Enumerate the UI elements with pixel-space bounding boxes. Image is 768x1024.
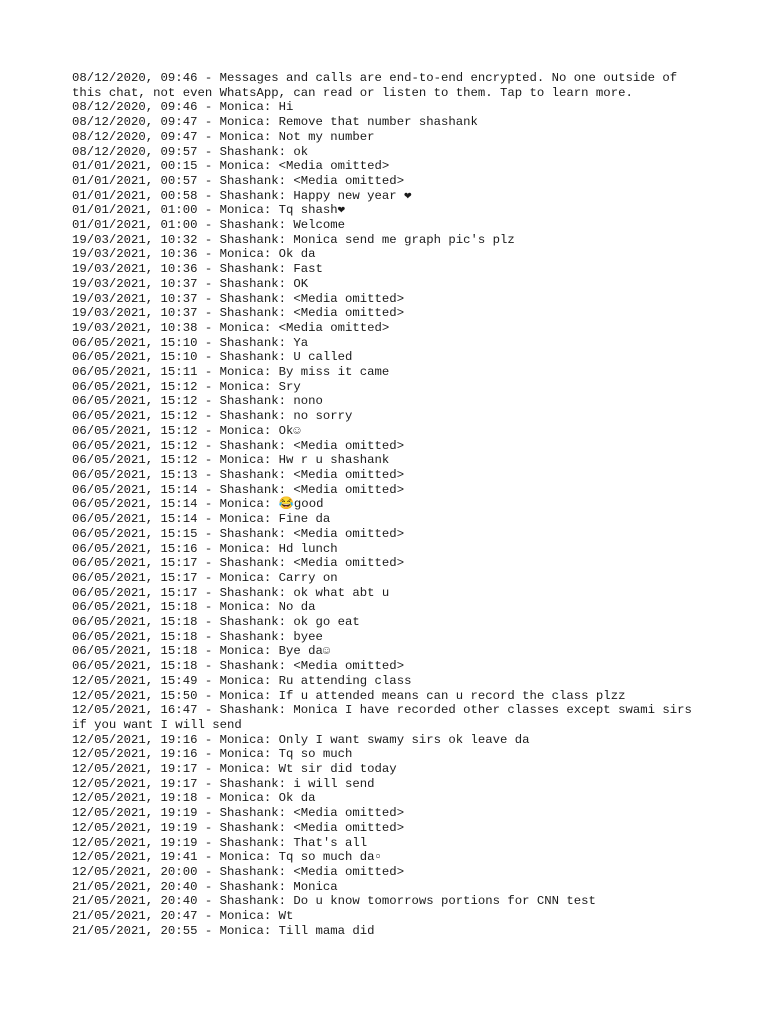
chat-line: 08/12/2020, 09:46 - Messages and calls are end-to-end encrypted. No one outside of this chat, not even WhatsApp, can read or listen to them. Tap to learn more.	[72, 71, 685, 100]
chat-line: 01/01/2021, 00:15 - Monica: <Media omitted>	[72, 159, 390, 174]
chat-line: 06/05/2021, 15:16 - Monica: Hd lunch	[72, 541, 338, 556]
chat-line: 19/03/2021, 10:32 - Shashank: Monica send me graph pic's plz	[72, 232, 515, 247]
chat-line: 21/05/2021, 20:55 - Monica: Till mama did	[72, 923, 375, 938]
chat-line: 08/12/2020, 09:47 - Monica: Not my number	[72, 129, 375, 144]
chat-line: 06/05/2021, 15:17 - Shashank: <Media omitted>	[72, 556, 405, 571]
chat-line: 06/05/2021, 15:11 - Monica: By miss it came	[72, 365, 390, 380]
chat-line: 06/05/2021, 15:10 - Shashank: U called	[72, 350, 353, 365]
chat-line: 12/05/2021, 16:47 - Shashank: Monica I have recorded other classes except swami sirs if you want I will send	[72, 703, 700, 732]
chat-line: 06/05/2021, 15:10 - Shashank: Ya	[72, 335, 309, 350]
chat-line: 12/05/2021, 19:41 - Monica: Tq so much da▫	[72, 850, 382, 865]
chat-line: 21/05/2021, 20:40 - Shashank: Monica	[72, 879, 338, 894]
chat-line: 08/12/2020, 09:46 - Monica: Hi	[72, 100, 294, 115]
chat-line: 06/05/2021, 15:14 - Monica: 😂good	[72, 497, 324, 512]
chat-line: 06/05/2021, 15:12 - Monica: Hw r u shashank	[72, 453, 390, 468]
chat-line: 19/03/2021, 10:37 - Shashank: OK	[72, 276, 309, 291]
chat-transcript	[72, 71, 702, 938]
chat-line: 12/05/2021, 19:19 - Shashank: <Media omitted>	[72, 820, 405, 835]
chat-line: 01/01/2021, 00:57 - Shashank: <Media omitted>	[72, 173, 405, 188]
chat-line: 12/05/2021, 19:18 - Monica: Ok da	[72, 791, 316, 806]
chat-line: 12/05/2021, 19:19 - Shashank: That's all	[72, 835, 368, 850]
chat-line: 06/05/2021, 15:12 - Shashank: no sorry	[72, 409, 353, 424]
chat-line: 06/05/2021, 15:12 - Shashank: nono	[72, 394, 323, 409]
chat-line: 19/03/2021, 10:36 - Monica: Ok da	[72, 247, 316, 262]
chat-line: 12/05/2021, 19:19 - Shashank: <Media omitted>	[72, 806, 405, 821]
chat-line: 06/05/2021, 15:14 - Monica: Fine da	[72, 512, 331, 527]
chat-line: 06/05/2021, 15:12 - Shashank: <Media omitted>	[72, 438, 405, 453]
chat-line: 06/05/2021, 15:14 - Shashank: <Media omitted>	[72, 482, 405, 497]
chat-line: 19/03/2021, 10:36 - Shashank: Fast	[72, 262, 323, 277]
chat-line: 21/05/2021, 20:47 - Monica: Wt	[72, 909, 294, 924]
chat-line: 19/03/2021, 10:38 - Monica: <Media omitted>	[72, 320, 390, 335]
chat-line: 19/03/2021, 10:37 - Shashank: <Media omitted>	[72, 291, 405, 306]
chat-line: 06/05/2021, 15:18 - Monica: Bye da☺	[72, 644, 331, 659]
chat-line: 06/05/2021, 15:17 - Shashank: ok what abt u	[72, 585, 390, 600]
chat-line: 06/05/2021, 15:18 - Shashank: <Media omitted>	[72, 659, 405, 674]
chat-line: 06/05/2021, 15:17 - Monica: Carry on	[72, 570, 338, 585]
chat-line: 12/05/2021, 19:16 - Monica: Tq so much	[72, 747, 353, 762]
chat-line: 21/05/2021, 20:40 - Shashank: Do u know tomorrows portions for CNN test	[72, 894, 596, 909]
chat-line: 06/05/2021, 15:18 - Shashank: byee	[72, 629, 323, 644]
chat-line: 06/05/2021, 15:13 - Shashank: <Media omitted>	[72, 467, 405, 482]
chat-line: 08/12/2020, 09:47 - Monica: Remove that number shashank	[72, 115, 478, 130]
chat-line: 12/05/2021, 15:50 - Monica: If u attended means can u record the class plzz	[72, 688, 626, 703]
chat-line: 06/05/2021, 15:12 - Monica: Ok☺	[72, 423, 301, 438]
chat-line: 01/01/2021, 01:00 - Shashank: Welcome	[72, 218, 346, 233]
chat-line: 12/05/2021, 19:16 - Monica: Only I want swamy sirs ok leave da	[72, 732, 530, 747]
chat-line: 06/05/2021, 15:18 - Monica: No da	[72, 600, 316, 615]
chat-line: 06/05/2021, 15:12 - Monica: Sry	[72, 379, 301, 394]
chat-line: 12/05/2021, 15:49 - Monica: Ru attending class	[72, 673, 412, 688]
chat-line: 19/03/2021, 10:37 - Shashank: <Media omitted>	[72, 306, 405, 321]
chat-line: 12/05/2021, 19:17 - Shashank: i will send	[72, 776, 375, 791]
chat-line: 01/01/2021, 00:58 - Shashank: Happy new year ❤	[72, 188, 412, 203]
chat-line: 12/05/2021, 19:17 - Monica: Wt sir did today	[72, 762, 397, 777]
chat-line: 06/05/2021, 15:15 - Shashank: <Media omitted>	[72, 526, 405, 541]
chat-line: 12/05/2021, 20:00 - Shashank: <Media omitted>	[72, 864, 405, 879]
chat-line: 08/12/2020, 09:57 - Shashank: ok	[72, 144, 309, 159]
chat-line: 06/05/2021, 15:18 - Shashank: ok go eat	[72, 615, 360, 630]
chat-line: 01/01/2021, 01:00 - Monica: Tq shash❤	[72, 203, 346, 218]
